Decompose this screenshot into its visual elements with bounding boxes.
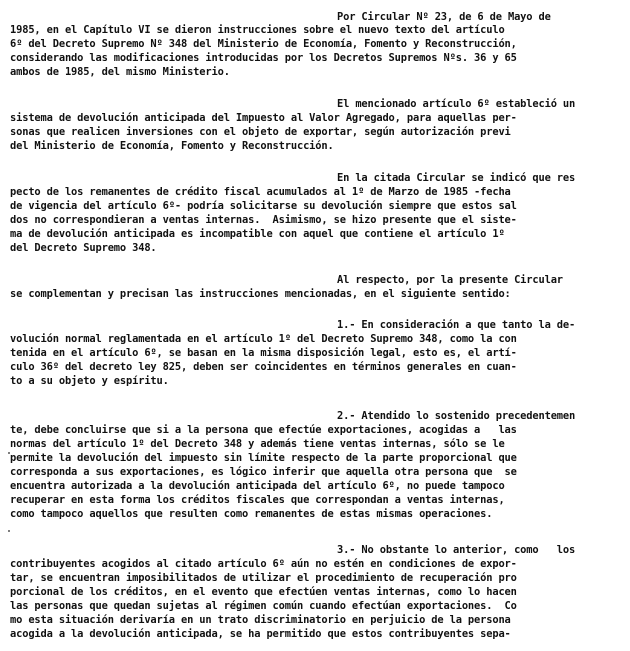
text-line: corresponda a sus exportaciones, es lógico inferir que aquella otra persona que se bbox=[10, 466, 517, 478]
text-line: las personas que quedan sujetas al régimen común cuando efectúan exportaciones. Co bbox=[10, 600, 517, 612]
text-line: del Decreto Supremo 348. bbox=[10, 242, 157, 254]
text-line: dos no correspondieran a ventas internas. Asimismo, se hizo presente que el siste- bbox=[10, 214, 517, 226]
text-line: tenida en el artículo 6º, se basan en la misma disposición legal, esto es, el artí- bbox=[10, 347, 517, 359]
text-line: sistema de devolución anticipada del Impuesto al Valor Agregado, para aquellas per- bbox=[10, 112, 517, 124]
scan-speck bbox=[8, 530, 10, 532]
text-line: Por Circular Nº 23, de 6 de Mayo de bbox=[337, 11, 551, 23]
text-line: 1985, en el Capítulo VI se dieron instrucciones sobre el nuevo texto del artículo bbox=[10, 24, 505, 36]
text-line: te, debe concluirse que si a la persona que efectúe exportaciones, acogidas a las bbox=[10, 424, 517, 436]
text-line: ma de devolución anticipada es incompatible con aquel que contiene el artículo 1º bbox=[10, 228, 505, 240]
text-line: 3.- No obstante lo anterior, como los bbox=[337, 544, 576, 556]
text-line: 1.- En consideración a que tanto la de- bbox=[337, 319, 576, 331]
text-line: mo esta situación derivaría en un trato discriminatorio en perjuicio de la persona bbox=[10, 614, 511, 626]
text-line: porcional de los créditos, en el evento que efectúen ventas internas, como lo hacen bbox=[10, 586, 517, 598]
text-line: El mencionado artículo 6º estableció un bbox=[337, 98, 576, 110]
text-line: considerando las modificaciones introducidas por los Decretos Supremos Nºs. 36 y 65 bbox=[10, 52, 517, 64]
text-line: normas del artículo 1º del Decreto 348 y además tiene ventas internas, sólo se le bbox=[10, 438, 505, 450]
text-line: acogida a la devolución anticipada, se ha permitido que estos contribuyentes sepa- bbox=[10, 628, 511, 640]
text-line: volución normal reglamentada en el artículo 1º del Decreto Supremo 348, como la con bbox=[10, 333, 517, 345]
text-line: de vigencia del artículo 6º- podría solicitarse su devolución siempre que estos sal bbox=[10, 200, 517, 212]
text-line: En la citada Circular se indicó que res bbox=[337, 172, 576, 184]
text-line: ambos de 1985, del mismo Ministerio. bbox=[10, 66, 230, 78]
text-line: recuperar en esta forma los créditos fiscales que correspondan a ventas internas, bbox=[10, 494, 505, 506]
text-line: sonas que realicen inversiones con el objeto de exportar, según autorización previ bbox=[10, 126, 511, 138]
text-line: tar, se encuentran imposibilitados de utilizar el procedimiento de recuperación pro bbox=[10, 572, 517, 584]
text-line: Al respecto, por la presente Circular bbox=[337, 274, 563, 286]
text-line: como tampoco aquellos que resulten como remanentes de estas mismas operaciones. bbox=[10, 508, 493, 520]
text-line: del Ministerio de Economía, Fomento y Reconstrucción. bbox=[10, 140, 334, 152]
text-line: se complementan y precisan las instrucciones mencionadas, en el siguiente sentido: bbox=[10, 288, 511, 300]
text-line: permite la devolución del impuesto sin límite respecto de la parte proporcional que bbox=[10, 452, 517, 464]
text-line: pecto de los remanentes de crédito fiscal acumulados al 1º de Marzo de 1985 -fecha bbox=[10, 186, 511, 198]
text-line: culo 36º del decreto ley 825, deben ser coincidentes en términos generales en cuan- bbox=[10, 361, 517, 373]
text-line: 2.- Atendido lo sostenido precedentemen bbox=[337, 410, 576, 422]
text-line: to a su objeto y espíritu. bbox=[10, 375, 169, 387]
text-line: contribuyentes acogidos al citado artículo 6º aún no estén en condiciones de expor- bbox=[10, 558, 517, 570]
text-line: encuentra autorizada a la devolución anticipada del artículo 6º, no puede tampoco bbox=[10, 480, 505, 492]
text-line: 6º del Decreto Supremo Nº 348 del Ministerio de Economía, Fomento y Reconstrucción, bbox=[10, 38, 517, 50]
scan-speck bbox=[8, 452, 10, 454]
